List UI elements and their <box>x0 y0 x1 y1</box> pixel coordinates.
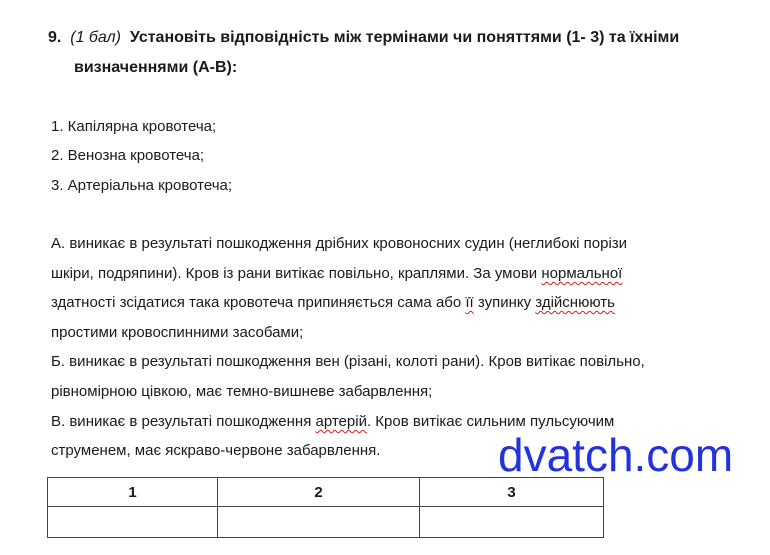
question-number: 9. <box>48 29 62 46</box>
definition-a-line-2-text: шкіри, подряпини). Кров із рани витікає повільно, краплями. За умови <box>51 265 542 282</box>
answer-table-answer-row <box>48 507 604 538</box>
question-line-1 <box>48 29 679 47</box>
answer-table <box>47 477 604 538</box>
question-line-2: визначеннями (А-В): <box>74 59 238 76</box>
term-2: 2. Венозна кровотеча; <box>51 147 205 164</box>
answer-cell-3[interactable] <box>420 507 604 538</box>
definition-c-line-2: струменем, має яскраво-червоне забарвлення. <box>51 442 381 459</box>
definition-a-line-3-mid: зупинку <box>473 294 536 311</box>
term-3: 3. Артеріальна кровотеча; <box>51 177 233 194</box>
definition-b-line-2: рівномірною цівкою, має темно-вишневе забарвлення; <box>51 383 433 400</box>
definition-c-line-1-post: . Кров витікає сильним пульсуючим <box>366 413 615 430</box>
spellcheck-word: її <box>465 294 474 311</box>
term-1: 1. Капілярна кровотеча; <box>51 118 217 135</box>
definition-a-line-1: А. виникає в результаті пошкодження дрібних кровоносних судин (неглибокі порізи <box>51 235 628 252</box>
answer-cell-1[interactable] <box>48 507 218 538</box>
spellcheck-word: здійснюють <box>535 294 615 311</box>
definition-a-line-3 <box>51 294 615 311</box>
question-points: (1 бал) <box>70 29 121 46</box>
definition-c-line-1-text: В. виникає в результаті пошкодження <box>51 413 316 430</box>
answer-header-2: 2 <box>218 478 420 507</box>
definition-a-line-3-text: здатності зсідатися така кровотеча припиняється сама або <box>51 294 466 311</box>
definition-a-line-4: простими кровоспинними засобами; <box>51 324 304 341</box>
answer-header-3: 3 <box>420 478 604 507</box>
spellcheck-word: артерій <box>315 413 367 430</box>
watermark-text: dvatch.com <box>498 429 734 481</box>
definition-b-line-1: Б. виникає в результаті пошкодження вен (різані, колоті рани). Кров витікає повільно, <box>51 353 645 370</box>
definition-a-line-2 <box>51 265 622 282</box>
answer-header-1: 1 <box>48 478 218 507</box>
answer-cell-2[interactable] <box>218 507 420 538</box>
question-text-1: Установіть відповідність між термінами чи поняттями (1- 3) та їхніми <box>129 29 680 46</box>
spellcheck-word: нормальної <box>541 265 623 282</box>
